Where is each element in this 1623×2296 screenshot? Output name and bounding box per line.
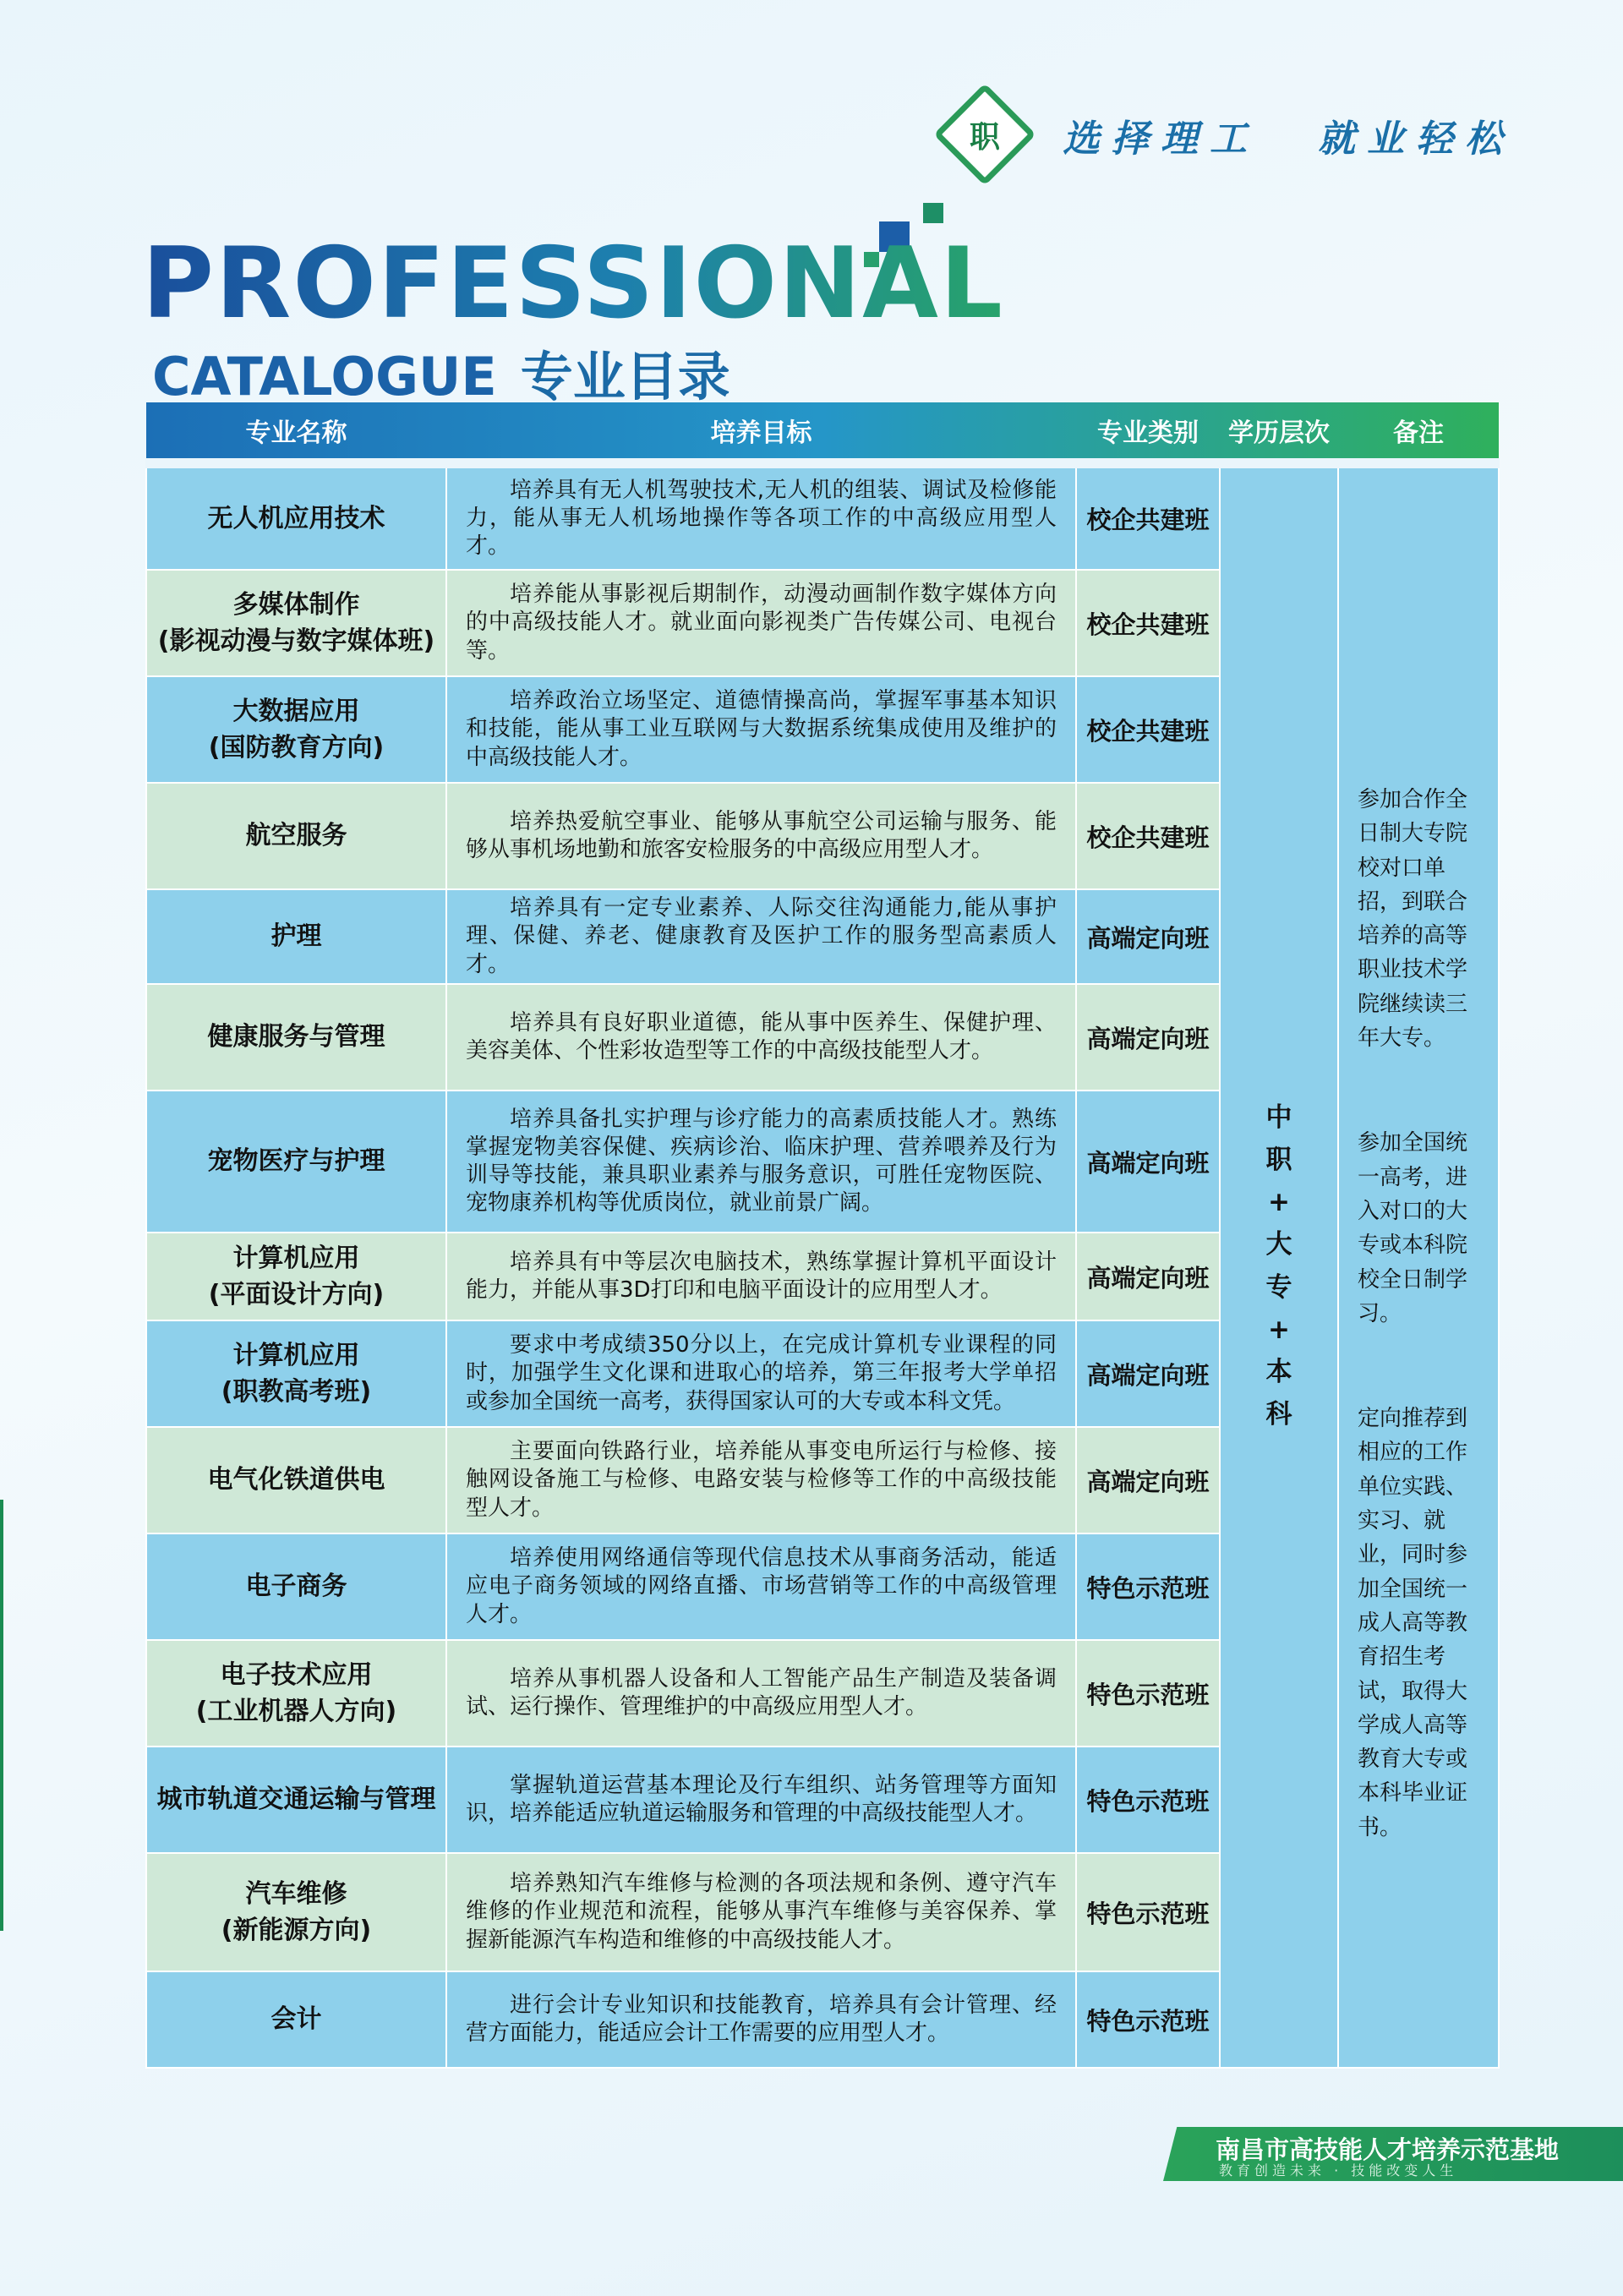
training-goal	[446, 1233, 1076, 1320]
major-name	[146, 984, 446, 1091]
major-name-line2: (国防教育方向)	[208, 733, 385, 763]
major-name-line1: 大数据应用	[232, 696, 360, 726]
major-name	[146, 570, 446, 676]
training-goal-text: 进行会计专业知识和技能教育，培养具有会计管理、经营方面能力，能适应会计工作需要的应用型人才。	[466, 1992, 1057, 2046]
level-char: +	[1268, 1314, 1290, 1345]
major-category: 高端定向班	[1076, 1320, 1220, 1427]
major-name-line1: 航空服务	[245, 821, 347, 851]
training-goal	[446, 570, 1076, 676]
major-name-line2: (新能源方向)	[221, 1916, 372, 1945]
training-goal-text: 主要面向铁路行业，培养能从事变电所运行与检修、接触网设备施工与检修、电路安装与检修等工作的中高级技能型人才。	[466, 1439, 1057, 1521]
training-goal	[446, 1091, 1076, 1233]
level-char: 本	[1265, 1356, 1292, 1387]
level-char: 专	[1265, 1271, 1292, 1303]
remark-text: 参加全国统一高考，进入对口的大专或本科院校全日制学习。	[1358, 1130, 1468, 1326]
major-name	[146, 1640, 446, 1747]
major-name	[146, 1427, 446, 1533]
training-goal-text: 培养热爱航空事业、能够从事航空公司运输与服务、能够从事机场地勤和旅客安检服务的中高级应用型人才。	[466, 808, 1057, 862]
major-category: 特色示范班	[1076, 1640, 1220, 1747]
major-name	[146, 1971, 446, 2068]
training-goal	[446, 1640, 1076, 1747]
major-name	[146, 1747, 446, 1853]
training-goal-text: 培养从事机器人设备和人工智能产品生产制造及装备调试、运行操作、管理维护的中高级应用型人才。	[466, 1665, 1057, 1719]
major-name-line2: (工业机器人方向)	[195, 1697, 397, 1726]
major-category: 特色示范班	[1076, 1971, 1220, 2068]
major-name-line1: 计算机应用	[232, 1243, 360, 1273]
major-category: 高端定向班	[1076, 1427, 1220, 1533]
school-logo-glyph: 职	[969, 118, 1000, 155]
training-goal-text: 培养具有无人机驾驶技术,无人机的组装、调试及检修能力，能从事无人机场地操作等各项工作的中高级应用型人才。	[466, 477, 1057, 559]
level-char: 大	[1265, 1229, 1292, 1260]
training-goal-text: 要求中考成绩350分以上，在完成计算机专业课程的同时，加强学生文化课和进取心的培养，第三年报考大学单招或参加全国统一高考，获得国家认可的大专或本科文凭。	[466, 1332, 1057, 1414]
major-name	[146, 889, 446, 984]
major-name	[146, 1533, 446, 1640]
training-goal-text: 培养具备扎实护理与诊疗能力的高素质技能人才。熟练掌握宠物美容保健、疾病诊治、临床护理、营养喂养及行为训导等技能，兼具职业素养与服务意识，可胜任宠物医院、宠物康养机构等优质岗位，就业前景广阔。	[466, 1106, 1057, 1216]
training-goal-text: 培养使用网络通信等现代信息技术从事商务活动，能适应电子商务领域的网络直播、市场营销等工作的中高级管理人才。	[466, 1545, 1057, 1627]
training-goal-text: 培养具有一定专业素养、人际交往沟通能力,能从事护理、保健、养老、健康教育及医护工作的服务型高素质人才。	[466, 895, 1057, 977]
training-goal	[446, 1853, 1076, 1971]
major-name-line1: 汽车维修	[245, 1878, 347, 1909]
subtitle-chinese: 专业目录	[520, 346, 730, 407]
major-category: 高端定向班	[1076, 1233, 1220, 1320]
major-name-line1: 无人机应用技术	[207, 503, 385, 533]
major-name-line1: 电子商务	[245, 1572, 347, 1602]
major-category: 高端定向班	[1076, 984, 1220, 1091]
level-char: 职	[1265, 1144, 1292, 1175]
slogan-part2: 就业轻松	[1318, 118, 1514, 161]
training-goal	[446, 676, 1076, 783]
major-name-line1: 城市轨道交通运输与管理	[156, 1785, 436, 1815]
training-goal	[446, 783, 1076, 889]
slogan-part1: 选择理工	[1063, 118, 1259, 161]
header-category: 专业类别	[1097, 418, 1199, 448]
header-remark: 备注	[1393, 418, 1444, 448]
major-name	[146, 1091, 446, 1233]
major-category: 特色示范班	[1076, 1747, 1220, 1853]
training-goal-text: 培养具有中等层次电脑技术，熟练掌握计算机平面设计能力，并能从事3D打印和电脑平面设计的应用型人才。	[466, 1249, 1057, 1303]
major-name-line2: (职教高考班)	[221, 1377, 372, 1407]
remark-text: 定向推荐到相应的工作单位实践、实习、就业，同时参加全国统一成人高等教育招生考试，取得大学成人高等教育大专或本科毕业证书。	[1358, 1406, 1468, 1840]
training-goal-text: 培养熟知汽车维修与检测的各项法规和条例、遵守汽车维修的作业规范和流程，能够从事汽车维修与美容保养、掌握新能源汽车构造和维修的中高级技能人才。	[466, 1871, 1057, 1953]
major-category: 特色示范班	[1076, 1533, 1220, 1640]
major-name	[146, 783, 446, 889]
major-catalogue-table	[145, 402, 1500, 2069]
decor-square	[923, 203, 943, 223]
training-goal	[446, 1427, 1076, 1533]
training-goal	[446, 1747, 1076, 1853]
remark-text: 参加合作全日制大专院校对口单招，到联合培养的高等职业技术学院继续读三年大专。	[1358, 787, 1468, 1052]
subtitle-english: CATALOGUE	[152, 346, 497, 407]
training-goal	[446, 463, 1076, 570]
major-name-line1: 电气化铁道供电	[207, 1465, 385, 1495]
header-level: 学历层次	[1228, 418, 1330, 448]
major-name	[146, 676, 446, 783]
footer-title: 南昌市高技能人才培养示范基地	[1216, 2135, 1560, 2164]
header-goal: 培养目标	[710, 418, 812, 448]
training-goal	[446, 1320, 1076, 1427]
footer-motto: 教育创造未来 · 技能改变人生	[1219, 2162, 1458, 2178]
slogan	[1063, 108, 1570, 162]
left-edge-bar	[0, 1500, 3, 1931]
major-name	[146, 1853, 446, 1971]
page-subtitle	[152, 335, 730, 410]
major-category: 校企共建班	[1076, 463, 1220, 570]
major-name	[146, 463, 446, 570]
table-row	[146, 463, 1499, 570]
major-name-line1: 宠物医疗与护理	[207, 1146, 385, 1177]
training-goal	[446, 889, 1076, 984]
page-title: PROFESSIONAL	[142, 227, 1004, 341]
level-char: 中	[1265, 1102, 1292, 1133]
major-category: 校企共建班	[1076, 676, 1220, 783]
major-name-line1: 电子技术应用	[220, 1659, 373, 1690]
major-name	[146, 1233, 446, 1320]
major-name	[146, 1320, 446, 1427]
header	[948, 98, 1540, 174]
level-char: +	[1268, 1187, 1290, 1218]
major-category: 高端定向班	[1076, 1091, 1220, 1233]
major-name-line1: 健康服务与管理	[207, 1022, 385, 1052]
major-name-line1: 护理	[270, 921, 322, 952]
training-goal	[446, 1971, 1076, 2068]
remarks	[1338, 463, 1499, 2068]
major-name-line2: (平面设计方向)	[208, 1280, 385, 1309]
training-goal	[446, 1533, 1076, 1640]
training-goal	[446, 984, 1076, 1091]
level-char: 科	[1265, 1399, 1292, 1430]
header-major-name: 专业名称	[245, 418, 347, 448]
major-name-line1: 多媒体制作	[232, 589, 360, 620]
major-name-line1: 会计	[270, 2004, 322, 2035]
training-goal-text: 掌握轨道运营基本理论及行车组织、站务管理等方面知识，培养能适应轨道运输服务和管理的中高级技能型人才。	[466, 1772, 1057, 1826]
training-goal-text: 培养能从事影视后期制作，动漫动画制作数字媒体方向的中高级技能人才。就业面向影视类广告传媒公司、电视台等。	[466, 582, 1057, 664]
major-category: 特色示范班	[1076, 1853, 1220, 1971]
major-category: 校企共建班	[1076, 783, 1220, 889]
major-name-line1: 计算机应用	[232, 1340, 360, 1370]
major-category: 高端定向班	[1076, 889, 1220, 984]
major-category: 校企共建班	[1076, 570, 1220, 676]
training-goal-text: 培养政治立场坚定、道德情操高尚，掌握军事基本知识和技能，能从事工业互联网与大数据系统集成使用及维护的中高级技能人才。	[466, 688, 1057, 770]
education-level	[1220, 463, 1338, 2068]
training-goal-text: 培养具有良好职业道德，能从事中医养生、保健护理、美容美体、个性彩妆造型等工作的中高级技能型人才。	[466, 1009, 1057, 1063]
table-header-row	[146, 402, 1499, 463]
major-name-line2: (影视动漫与数字媒体班)	[157, 626, 435, 656]
